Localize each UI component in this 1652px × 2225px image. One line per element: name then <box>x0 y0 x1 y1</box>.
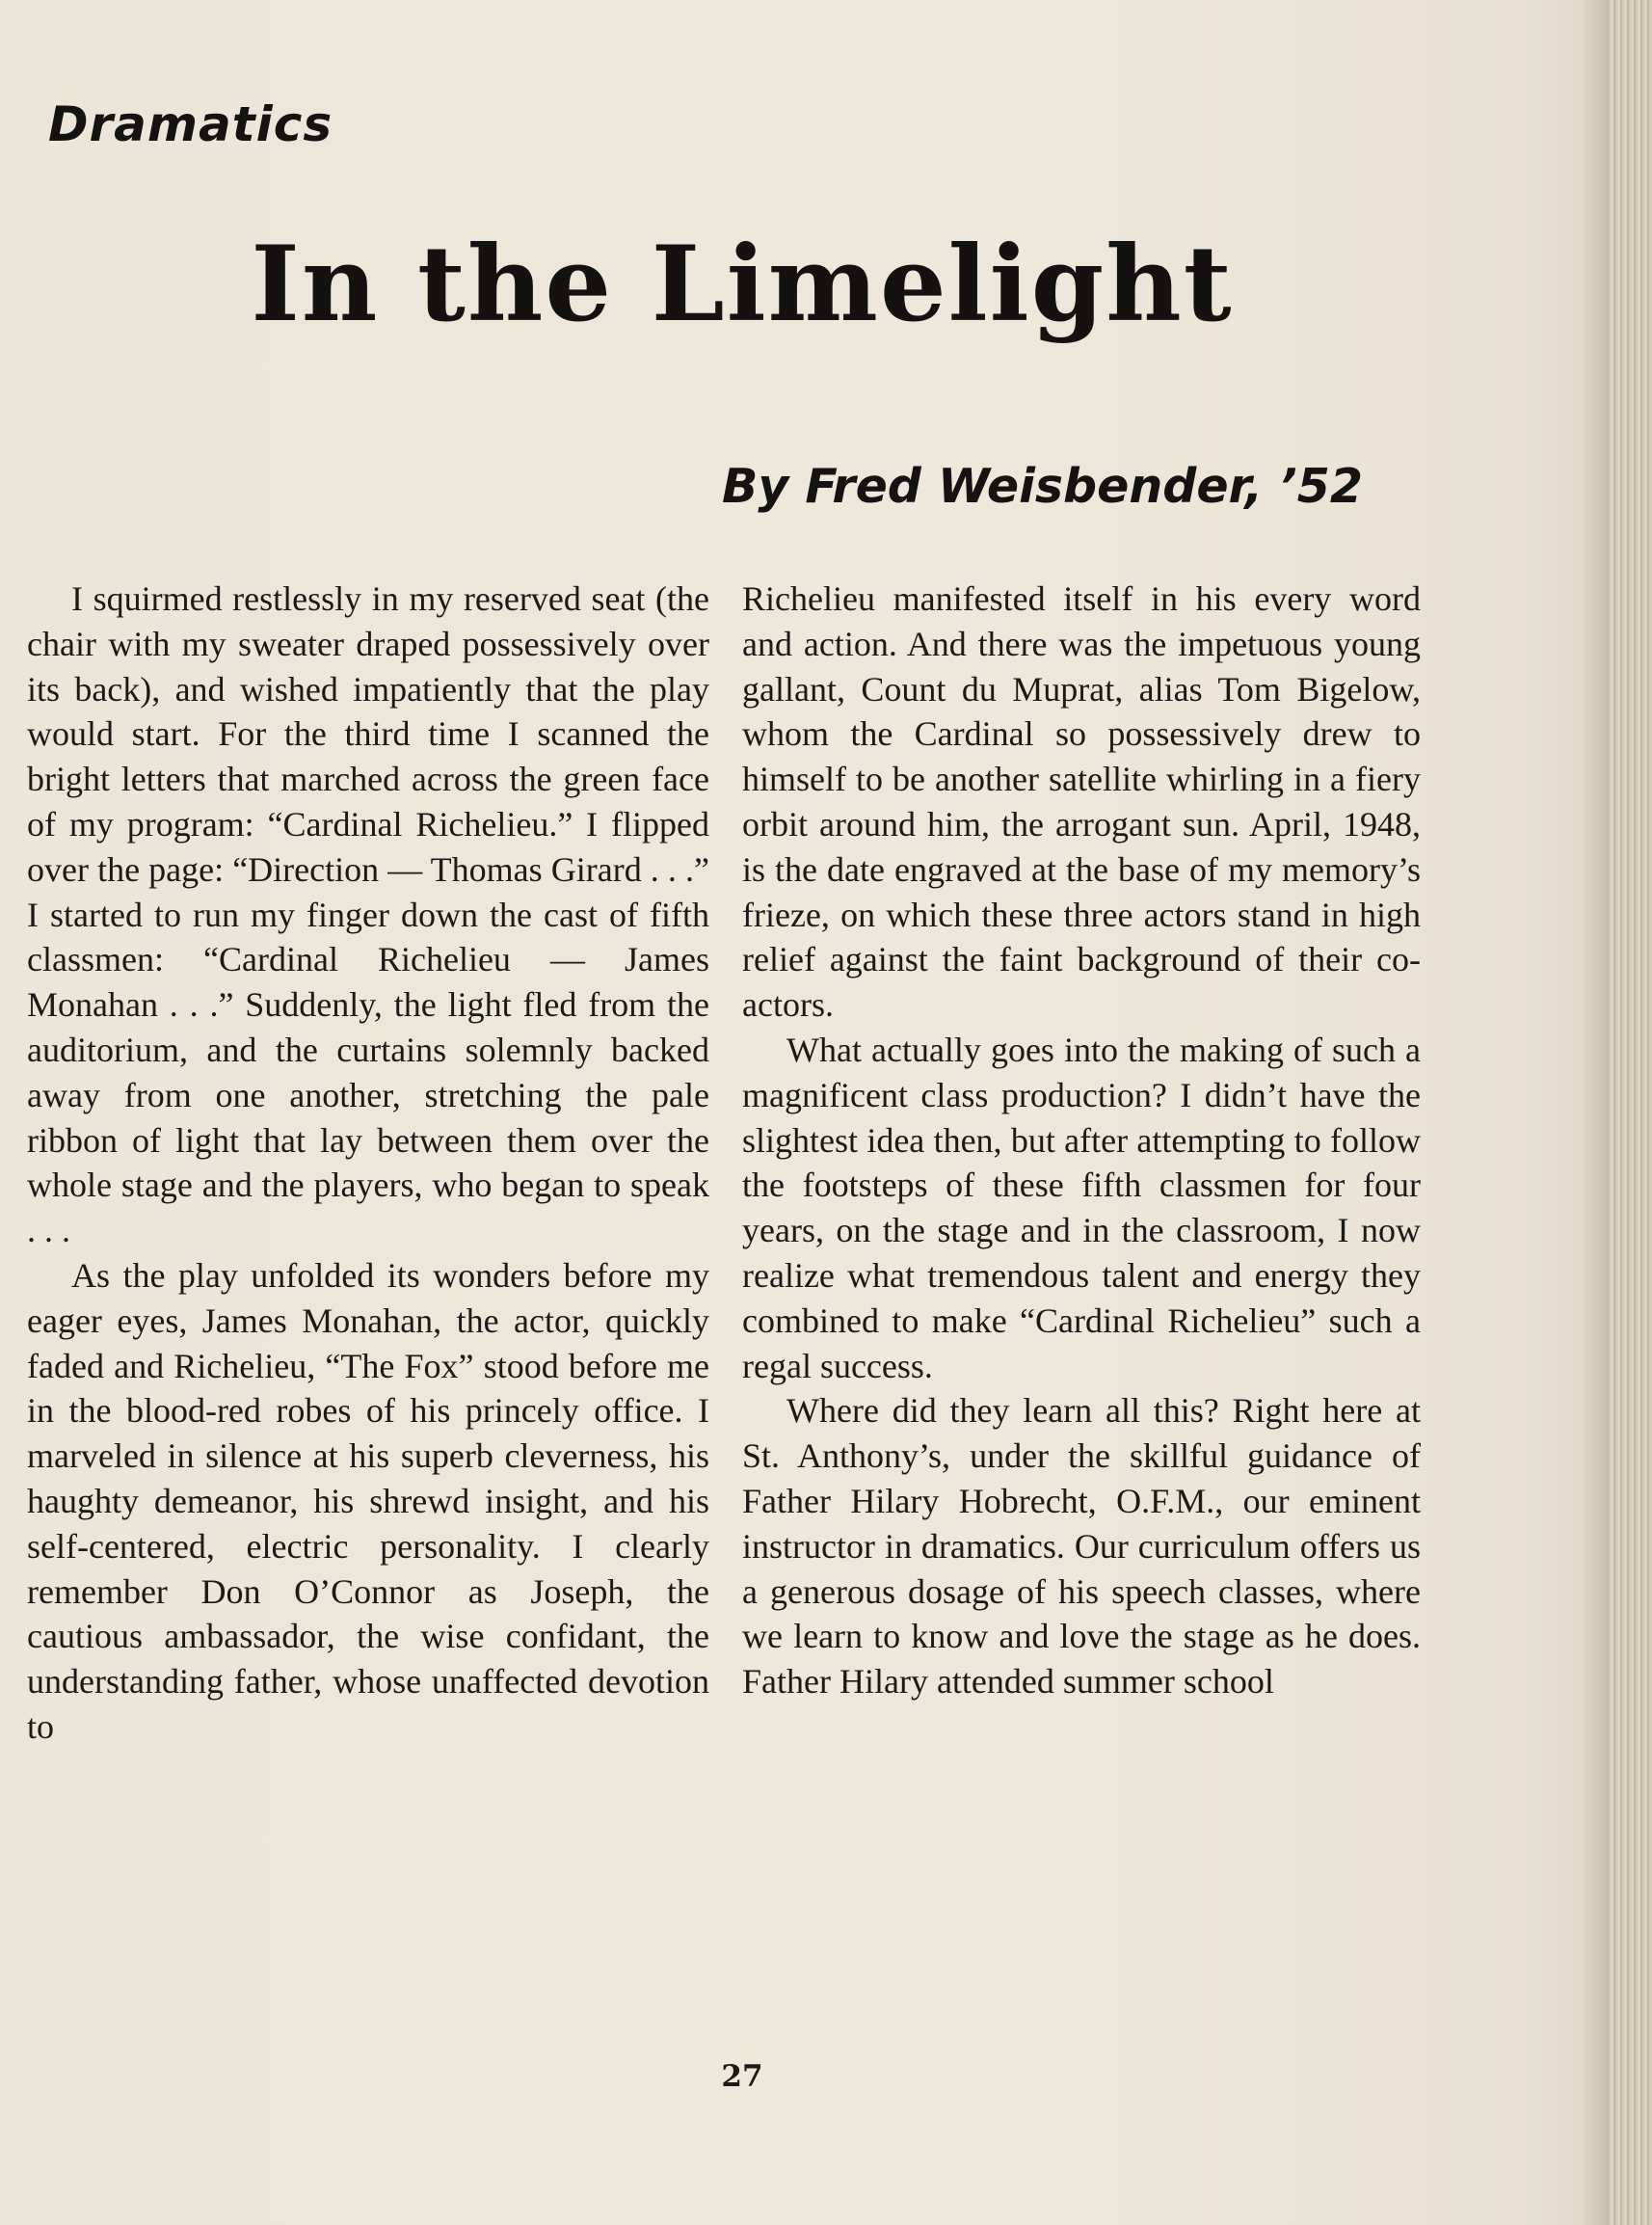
paragraph: Richelieu manifested itself in his every word and action. And there was the impetuous young gallant, Count du Muprat, alias Tom Bigelow, whom the Cardinal so possessively drew to himself to be another satellite whirling in a fiery orbit around him, the arrogant sun. April, 1948, is the date engraved at the base of my memory’s frieze, on which these three actors stand in high relief against the faint background of their co-actors. <box>742 579 1421 1025</box>
paragraph: Where did they learn all this? Right here at St. Anthony’s, under the skillful guidance of Father Hilary Hobrecht, O.F.M., our eminent instructor in dramatics. Our curriculum offers us a generous dosage of his speech classes, where we learn to know and love the stage as he does. Father Hilary attended summer school <box>742 1391 1421 1702</box>
right-column <box>742 576 1421 1704</box>
left-column <box>27 576 709 1750</box>
article-title: In the Limelight <box>251 224 1234 345</box>
paragraph: I squirmed restlessly in my reserved seat (the chair with my sweater draped possessively over its back), and wished impatiently that the play would start. For the third time I scanned the bright letters that marched across the green face of my program: “Cardinal Richelieu.” I flipped over the page: “Direction — Thomas Girard . . .” I started to run my finger down the cast of fifth classmen: “Cardinal Richelieu — James Monahan . . .” Suddenly, the light fled from the auditorium, and the curtains solemnly backed away from one another, stretching the pale ribbon of light that lay between them over the whole stage and the players, who began to speak . . . <box>27 579 709 1250</box>
binding-shadow <box>1581 0 1610 2225</box>
section-label: Dramatics <box>48 96 333 152</box>
page-number: 27 <box>721 2059 763 2094</box>
book-binding-edge <box>1610 0 1652 2225</box>
paragraph: What actually goes into the making of such a magnificent class production? I didn’t have the slightest idea then, but after attempting to follow the footsteps of these fifth classmen for four years, on the stage and in the classroom, I now realize what tremendous talent and energy they combined to make “Cardinal Richelieu” such a regal success. <box>742 1030 1421 1385</box>
paragraph: As the play unfolded its wonders before my eager eyes, James Monahan, the actor, quickly faded and Richelieu, “The Fox” stood before me in the blood-red robes of his princely office. I marveled in silence at his superb cleverness, his haughty demeanor, his shrewd insight, and his self-centered, electric personality. I clearly remember Don O’Connor as Joseph, the cautious ambassador, the wise confidant, the understanding father, whose unaffected devotion to <box>27 1255 709 1746</box>
article-byline: By Fred Weisbender, ’52 <box>721 459 1363 514</box>
